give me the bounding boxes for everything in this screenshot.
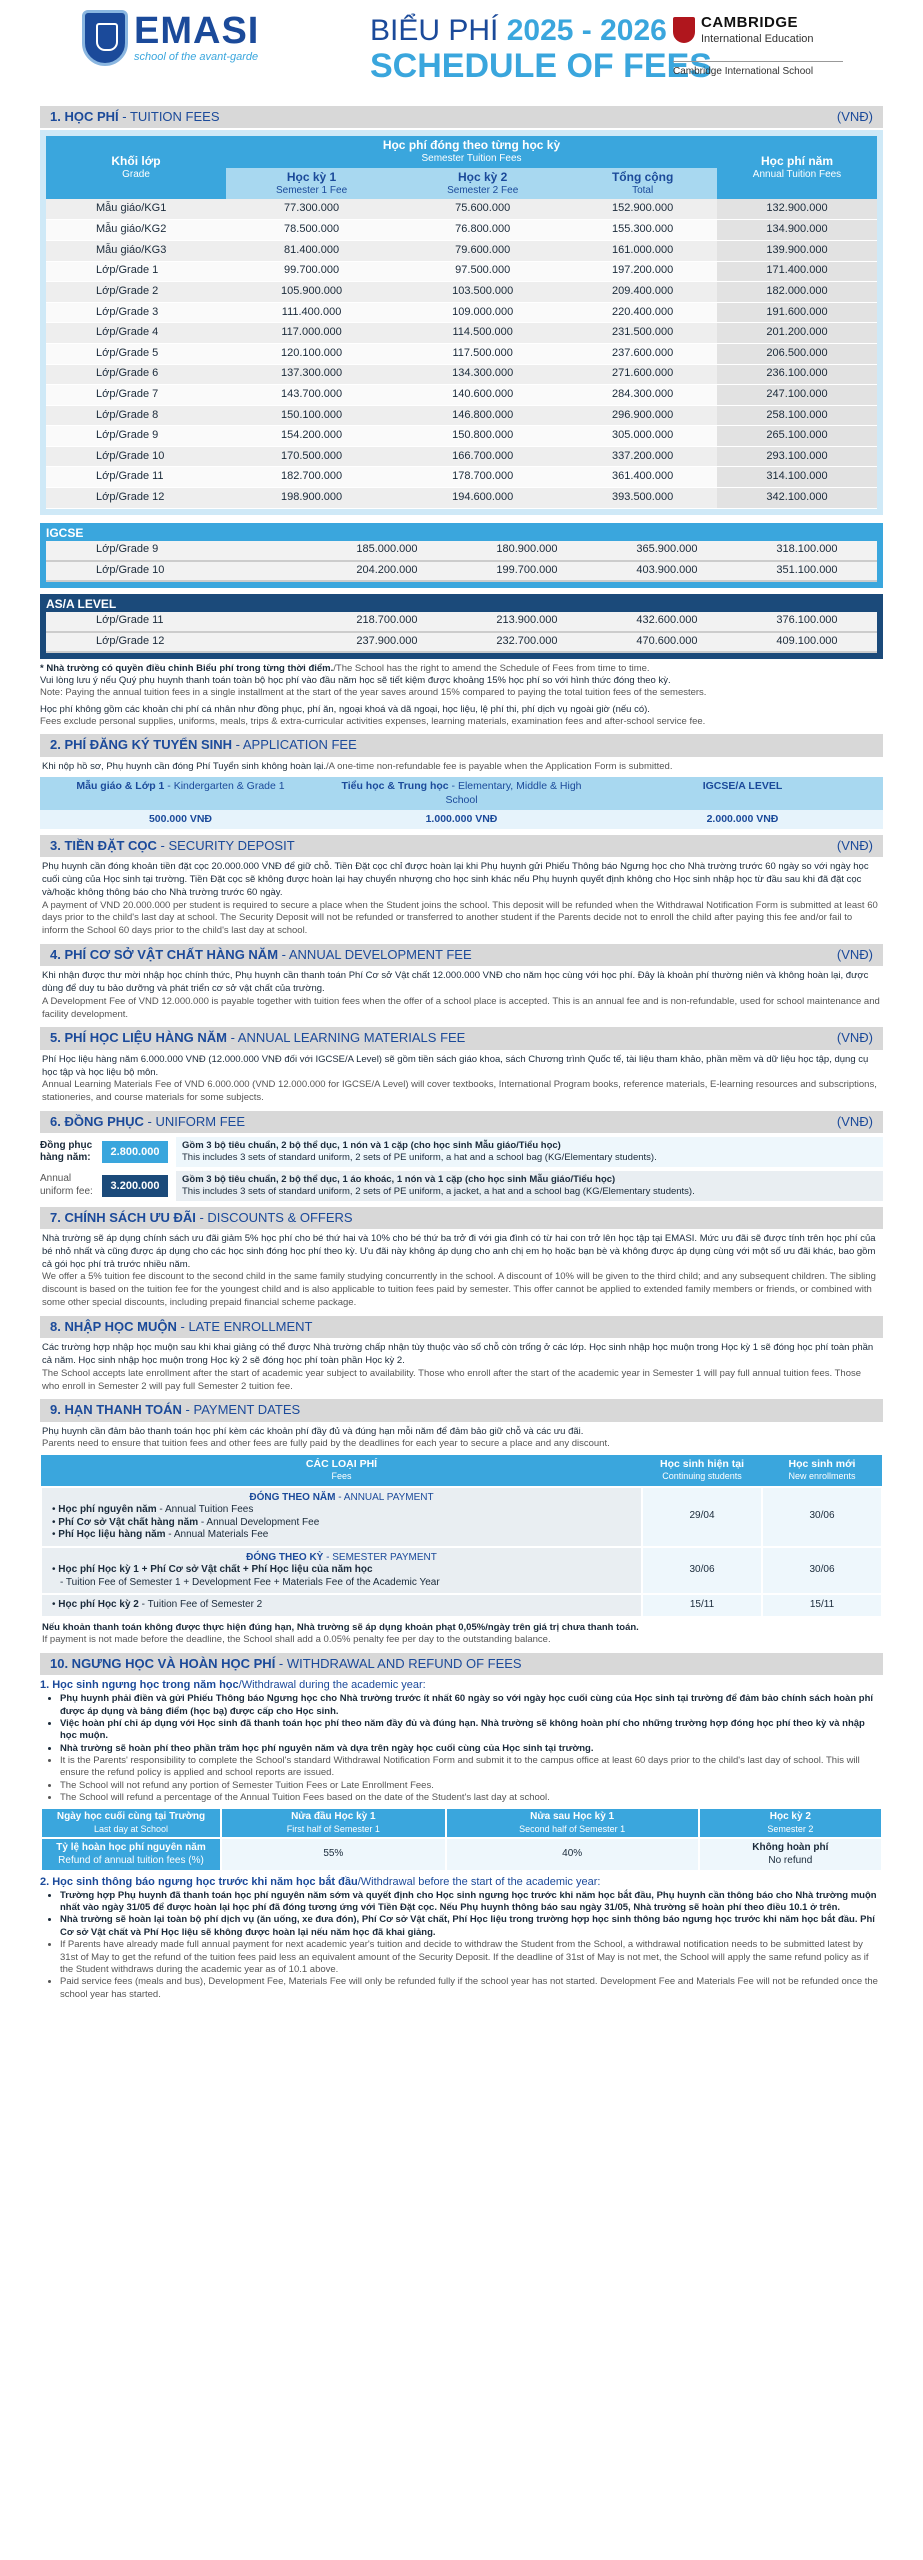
withdrawal-sub1: 1. Học sinh ngưng học trong năm học/Withdrawal during the academic year: (40, 1679, 426, 1692)
table-cell: 361.400.000 (568, 467, 717, 488)
table-cell: 103.500.000 (397, 282, 568, 303)
table-cell: 111.400.000 (226, 302, 397, 323)
title-en: SCHEDULE OF FEES (370, 47, 712, 85)
table-cell: 182.700.000 (226, 467, 397, 488)
table-cell: 296.900.000 (568, 405, 717, 426)
cambridge-logo (673, 14, 843, 78)
table-cell: Lớp/Grade 12 (46, 488, 226, 509)
section-application-header: 2. PHÍ ĐĂNG KÝ TUYỂN SINH - APPLICATION FEE (40, 734, 883, 756)
cambridge-school: Cambridge International School (673, 61, 843, 79)
list-item: • The School will refund a percentage of the Annual Tuition Fees based on the date of the Student's last day at school. (60, 1792, 883, 1804)
table-cell: Mẫu giáo/KG3 (46, 240, 226, 261)
discounts-text: Nhà trường sẽ áp dụng chính sách ưu đãi giảm 5% học phí cho bé thứ hai và 10% cho bé thứ ba trở đi với gia đình có từ hai con trở lên học tập tại EMASI. Mức ưu đãi sẽ được tính trên học phí của bé nhỏ nhất và cũng được áp dụng cho các học sinh đóng học phí theo kỳ. Ưu đãi này không áp dụng cho anh chị em họ hoặc bạn bè và không được áp dụng cùng với một số ưu đãi khác, bao gồm cả gói học phí trả trước nhiều năm. We offer a 5% tuition fee discount to the second child in the same family studying concurrently in the school. A discount of 10% will be given to the third child; and any subsequent children. The sibling discount is based on the tuition fee for the youngest child and is also applicable to tuition fees paid by semester. This offer cannot be applied to extended family members or friends, or combined with some other special discounts, including prepaid financial scheme package. (42, 1232, 876, 1308)
table-cell: 231.500.000 (568, 323, 717, 344)
table-cell: 81.400.000 (226, 240, 397, 261)
table-cell: 403.900.000 (597, 561, 737, 581)
table-cell: 134.300.000 (397, 364, 568, 385)
table-cell: 218.700.000 (317, 612, 457, 632)
table-cell: 137.300.000 (226, 364, 397, 385)
table-cell: 432.600.000 (597, 612, 737, 632)
section-deposit-header: 3. TIỀN ĐẶT CỌC - SECURITY DEPOSIT (VNĐ) (40, 835, 883, 857)
table-cell: 351.100.000 (737, 561, 877, 581)
table-row (46, 405, 877, 426)
table-cell: 232.700.000 (457, 632, 597, 652)
table-cell: 293.100.000 (717, 446, 877, 467)
igcse-label: IGCSE (46, 525, 84, 540)
igcse-box (40, 523, 883, 588)
table-row (46, 323, 877, 344)
table-cell: Lớp/Grade 6 (46, 364, 226, 385)
section-materials-header: 5. PHÍ HỌC LIỆU HÀNG NĂM - ANNUAL LEARNING MATERIALS FEE (VNĐ) (40, 1027, 883, 1049)
section-development-header: 4. PHÍ CƠ SỞ VẬT CHẤT HÀNG NĂM - ANNUAL DEVELOPMENT FEE (VNĐ) (40, 944, 883, 966)
table-cell: 105.900.000 (226, 282, 397, 303)
table-row (46, 561, 877, 581)
table-row (46, 364, 877, 385)
table-cell: 114.500.000 (397, 323, 568, 344)
section-number: 1. HỌC PHÍ (50, 109, 119, 124)
table-cell: 76.800.000 (397, 220, 568, 241)
title-years: 2025 - 2026 (506, 14, 667, 47)
table-cell: Mẫu giáo/KG2 (46, 220, 226, 241)
table-cell: Lớp/Grade 9 (46, 541, 317, 561)
table-cell: 180.900.000 (457, 541, 597, 561)
list-item: • Trường hợp Phụ huynh đã thanh toán học phí nguyên năm sớm và quyết định cho Học sinh ngưng học trước khi năm học bắt đầu, Phụ huynh cần thông báo cho Nhà trường muộn nhất vào ngày 31/05 để được hoàn lại học phí đã đóng tương ứng với Tiền Đặt cọc. Nếu Phụ huynh thông báo sau ngày 31/05, Nhà trường sẽ hoàn phí theo điều 10.1 ở trên. (60, 1890, 883, 1915)
list-item: • If Parents have already made full annual payment for next academic year's tuition and decide to withdraw the Student from the School, a withdrawal notification needs to be submitted latest by 31st of May to get the refund of the tuition fees paid less an equivalent amount of the Security Deposit. If the deadline of 31st of May is not met, the School will apply the same refund policy as if the Student withdraws during the academic year as of 10.1 above. (60, 1939, 883, 1976)
table-cell: 265.100.000 (717, 426, 877, 447)
table-cell: Lớp/Grade 2 (46, 282, 226, 303)
table-cell: 236.100.000 (717, 364, 877, 385)
header (40, 0, 883, 100)
col-annual: Học phí năm Annual Tuition Fees (717, 136, 877, 199)
list-item: • Phụ huynh phải điền và gửi Phiếu Thông báo Ngưng học cho Nhà trường trước ít nhất 60 ngày so với ngày học cuối cùng của Học sinh tại trường để đảm bảo chính sách hoàn phí được áp dụng và bảng điểm (học bạ) được cấp cho Học sinh. (60, 1693, 883, 1718)
table-cell: 117.500.000 (397, 343, 568, 364)
uniform-row-2: Annual uniform fee: 3.200.000 Gồm 3 bộ tiêu chuẩn, 2 bộ thể dục, 1 áo khoác, 1 nón và 1 cặp (cho học sinh Mẫu giáo/Tiểu học) This includes 3 sets of standard uniform, 2 sets of PE uniform, a jacket, a hat and a school bag (KG/Elementary students). (40, 1171, 883, 1201)
materials-text: Phí Học liệu hàng năm 6.000.000 VNĐ (12.000.000 VNĐ đối với IGCSE/A Level) sẽ gồm tiền sách giáo khoa, sách Chương trình Quốc tế, tài liệu tham khảo, phần mềm và dữ liệu học tập, dụng cụ học tập và học liệu bộ môn. Annual Learning Materials Fee of VND 6.000.000 (VND 12.000.000 for IGCSE/A Level) will cover textbooks, International Program books, reference materials, E-learning resources and subscriptions, stationeries, and course materials for some subjects. (42, 1053, 877, 1104)
table-cell: Lớp/Grade 11 (46, 612, 317, 632)
table-cell: 150.800.000 (397, 426, 568, 447)
uniform-row-1: Đồng phục hàng năm: 2.800.000 Gồm 3 bộ tiêu chuẩn, 2 bộ thể dục, 1 nón và 1 cặp (cho học sinh Mẫu giáo/Tiểu học) This includes 3 sets of standard uniform, 2 sets of PE uniform, a hat and a school bag (KG/Elementary students). (40, 1137, 883, 1167)
table-cell: 75.600.000 (397, 199, 568, 220)
list-item: • Nhà trường sẽ hoàn phí theo phần trăm học phí nguyên năm và dựa trên ngày học cuối cùng của Học sinh tại trường. (60, 1743, 883, 1755)
application-fee-values: 500.000 VNĐ 1.000.000 VNĐ 2.000.000 VNĐ (40, 810, 883, 829)
table-cell: 170.500.000 (226, 446, 397, 467)
section-discounts-header: 7. CHÍNH SÁCH ƯU ĐÃI - DISCOUNTS & OFFERS (40, 1207, 883, 1229)
table-cell: Lớp/Grade 10 (46, 446, 226, 467)
table-row (46, 632, 877, 652)
table-row (46, 612, 877, 632)
brand-name: EMASI (134, 10, 260, 53)
table-cell: 178.700.000 (397, 467, 568, 488)
table-cell: 161.000.000 (568, 240, 717, 261)
table-cell: Lớp/Grade 9 (46, 426, 226, 447)
table-cell: 166.700.000 (397, 446, 568, 467)
table-cell: Lớp/Grade 10 (46, 561, 317, 581)
list-item: • Paid service fees (meals and bus), Development Fee, Materials Fee will only be refunded fully if the school year has not started. Development Fee and Materials Fee will not be refunded once the school year has started. (60, 1976, 883, 2001)
table-row (46, 385, 877, 406)
alevel-box (40, 594, 883, 659)
table-cell: 206.500.000 (717, 343, 877, 364)
emasi-logo (82, 10, 259, 66)
tuition-table (46, 136, 877, 508)
section-late-header: 8. NHẬP HỌC MUỘN - LATE ENROLLMENT (40, 1316, 883, 1338)
list-item: • Nhà trường sẽ hoàn lại toàn bộ phí dịch vụ (ăn uống, xe đưa đón), Phí Cơ sở Vật chất, Phí Học liệu trong trường hợp học sinh thông báo ngưng học trước khi năm học bắt đầu. Phí Cơ sở Vật chất và Phí Học liệu sẽ không được hoàn lại nếu năm học đã khai giảng. (60, 1914, 883, 1939)
table-cell: 271.600.000 (568, 364, 717, 385)
table-cell: Lớp/Grade 4 (46, 323, 226, 344)
table-cell: 284.300.000 (568, 385, 717, 406)
table-cell: 120.100.000 (226, 343, 397, 364)
deposit-text: Phụ huynh cần đóng khoản tiền đặt cọc 20.000.000 VNĐ để giữ chỗ. Tiền Đặt cọc chỉ được hoàn lại khi Phụ huynh gửi Phiếu Thông báo Ngưng học cho Nhà trường trước 60 ngày so với ngày học cuối cùng của Học sinh tại trường. Tiền Đặt cọc sẽ không được hoàn lại hay chuyển nhượng cho học sinh khác nếu Phụ huynh quyết định không cho Học sinh nhập học từ đầu sau khi đã đặt cọc và/hoặc không thông báo cho Nhà trường trước 60 ngày. A payment of VND 20.000.000 per student is required to secure a place when the Student joins the school. This deposit will be refunded when the Withdrawal Notification Form is submitted at least 60 days prior to the child's last day at school. The Security Deposit will not be refunded or transferred to another student if the Parents decide not to enroll the child after paying this fee and/or fail to inform the School 60 days prior to the child's last day at school. (42, 861, 878, 937)
table-cell: 247.100.000 (717, 385, 877, 406)
table-cell: 99.700.000 (226, 261, 397, 282)
table-cell: 155.300.000 (568, 220, 717, 241)
table-cell: 237.900.000 (317, 632, 457, 652)
table-cell: 220.400.000 (568, 302, 717, 323)
table-cell: Lớp/Grade 3 (46, 302, 226, 323)
late-text: Các trường hợp nhập học muộn sau khi khai giảng có thể được Nhà trường chấp nhận tùy thuộc vào số chỗ còn trống ở các lớp. Học sinh nhập học muộn trong Học kỳ 1 sẽ đóng học phí toàn phần cả năm. Học sinh nhập học muộn trong Học kỳ 2 sẽ đóng học phí toàn phần Học kỳ 2. The School accepts late enrollment after the start of academic year subject to availability. Those who enroll after the start of the academic year in Semester 1 will pay full annual tuition fees. Those who enroll in Semester 2 will pay full Semester 2 tuition fee. (42, 1342, 874, 1392)
table-cell: 97.500.000 (397, 261, 568, 282)
table-cell: Lớp/Grade 1 (46, 261, 226, 282)
table-cell: 171.400.000 (717, 261, 877, 282)
table-cell: 78.500.000 (226, 220, 397, 241)
table-cell: 194.600.000 (397, 488, 568, 509)
table-cell: 365.900.000 (597, 541, 737, 561)
table-row (46, 343, 877, 364)
payment-table: CÁC LOẠI PHÍ Fees Học sinh hiện tại Continuing students Học sinh mới New enrollments ĐÓNG THEO NĂM - ANNUAL PAYMENT • Học phí nguyên năm - Annual Tuition Fees • Phí Cơ sở Vật chất hàng năm - Annual Development Fee • Phí Học liệu hàng năm - Annual Materials Fee 29/04 30/06 ĐÓNG THEO KỲ - SEMESTER PAYMENT • Học phí Học kỳ 1 + Phí Cơ sở Vật chất + Phí Học liệu của năm học - Tuition Fee of Semester 1 + Development Fee + Materials Fee of the Academic Year 30/06 30/06 • Học phí Học kỳ 2 - Tuition Fee of Semester 2 15/11 15/11 (40, 1455, 883, 1617)
table-cell: 201.200.000 (717, 323, 877, 344)
list-item: • The School will not refund any portion of Semester Tuition Fees or Late Enrollment Fees. (60, 1780, 883, 1792)
cambridge-name: CAMBRIDGE (701, 14, 798, 31)
table-row (46, 199, 877, 220)
table-cell: 146.800.000 (397, 405, 568, 426)
application-fee-headers: Mẫu giáo & Lớp 1 - Kindergarten & Grade 1 Tiểu học & Trung học - Elementary, Middle & High School IGCSE/A LEVEL (40, 777, 883, 809)
table-cell: 470.600.000 (597, 632, 737, 652)
development-text: Khi nhận được thư mời nhập học chính thức, Phụ huynh cần thanh toán Phí Cơ sở Vật chất 12.000.000 VNĐ cho năm học cùng với học phí. Đây là khoản phí thường niên và không hoàn lại, được dùng để duy tu bảo dưỡng và phát triển cơ sở vật chất của trường. A Development Fee of VND 12.000.000 is payable together with tuition fees when the offer of a school place is accepted. This is an annual fee and is non-refundable, used for school maintenance and facility development. (42, 970, 880, 1020)
section-uniform-header: 6. ĐỒNG PHỤC - UNIFORM FEE (VNĐ) (40, 1111, 883, 1133)
alevel-table (46, 612, 877, 653)
table-cell: Mẫu giáo/KG1 (46, 199, 226, 220)
col-semester-group: Học phí đóng theo từng học kỳ Semester Tuition Fees (226, 136, 717, 168)
tuition-notes: * Nhà trường có quyền điều chỉnh Biểu phí trong từng thời điểm./The School has the right to amend the Schedule of Fees from time to time. Vui lòng lưu ý nếu Quý phụ huynh thanh toán toàn bộ học phí vào đầu năm học sẽ tiết kiệm được khoảng 15% học phí so với hình thức đóng theo kỳ. Note: Paying the annual tuition fees in a single installment at the start of the year saves around 15% compared to paying the total tuition fees of the semesters. Học phí không gồm các khoản chi phí cá nhân như đồng phục, phí ăn, ngoại khoá và dã ngoại, học liệu, lệ phí thi, phí dịch vụ ngoài giờ (nếu có). Fees exclude personal supplies, uniforms, meals, trips & extra-curricular activities expenses, learning materials, examination fees and after-school service fee. (40, 662, 707, 728)
cambridge-crest-icon (673, 17, 695, 43)
payment-text: Phụ huynh cần đảm bảo thanh toán học phí kèm các khoản phí đầy đủ và đúng hạn mỗi năm để đảm bảo giữ chỗ và các ưu đãi. Parents need to ensure that tuition fees and other fees are fully paid by the deadlines for each year to secure a place and any discount. (42, 1425, 610, 1450)
table-cell: Lớp/Grade 7 (46, 385, 226, 406)
currency-label: (VNĐ) (836, 109, 873, 124)
table-row (46, 261, 877, 282)
table-cell: 154.200.000 (226, 426, 397, 447)
table-cell: 305.000.000 (568, 426, 717, 447)
table-row (46, 541, 877, 561)
table-cell: 132.900.000 (717, 199, 877, 220)
late-payment-note: Nếu khoản thanh toán không được thực hiện đúng hạn, Nhà trường sẽ áp dụng khoản phạt 0,05%/ngày trên giá trị chưa thanh toán. If payment is not made before the deadline, the School shall add a 0.05% penalty fee per day to the outstanding balance. (42, 1621, 639, 1646)
table-row (46, 240, 877, 261)
table-cell: Lớp/Grade 12 (46, 632, 317, 652)
alevel-label: AS/A LEVEL (46, 596, 117, 611)
refund-table: Ngày học cuối cùng tại Trường Last day at School Nửa đầu Học kỳ 1 First half of Semester 1 Nửa sau Học kỳ 1 Second half of Semester 1 Học kỳ 2 Semester 2 Tỷ lệ hoàn học phí nguyên năm Refund of annual tuition fees (%) 55% 40% Không hoàn phí No refund (40, 1807, 883, 1872)
table-cell: 77.300.000 (226, 199, 397, 220)
col-total: Tổng cộng Total (568, 168, 717, 200)
table-cell: 209.400.000 (568, 282, 717, 303)
application-text: Khi nộp hồ sơ, Phụ huynh cần đóng Phí Tuyển sinh không hoàn lại./A one-time non-refundable fee is payable when the Application Form is submitted. (42, 760, 673, 772)
table-cell: 182.000.000 (717, 282, 877, 303)
tuition-table-box (40, 130, 883, 514)
table-cell: 258.100.000 (717, 405, 877, 426)
table-row (46, 426, 877, 447)
table-cell: 139.900.000 (717, 240, 877, 261)
table-cell: 342.100.000 (717, 488, 877, 509)
col-sem1: Học kỳ 1 Semester 1 Fee (226, 168, 397, 200)
table-cell: 409.100.000 (737, 632, 877, 652)
table-cell: Lớp/Grade 8 (46, 405, 226, 426)
table-cell: 337.200.000 (568, 446, 717, 467)
table-cell: 152.900.000 (568, 199, 717, 220)
col-sem2: Học kỳ 2 Semester 2 Fee (397, 168, 568, 200)
table-cell: 197.200.000 (568, 261, 717, 282)
table-cell: 191.600.000 (717, 302, 877, 323)
table-row (46, 220, 877, 241)
table-cell: 213.900.000 (457, 612, 597, 632)
table-cell: Lớp/Grade 11 (46, 467, 226, 488)
table-row (46, 302, 877, 323)
brand-tagline: school of the avant-garde (134, 51, 259, 64)
withdrawal-list-1 (40, 1693, 883, 1804)
list-item: • It is the Parents' responsibility to complete the School's standard Withdrawal Notification Form and submit it to the campus office at least 60 days prior to the child's last day of school. This will ensure the refund policy is applied and school reports are issued. (60, 1755, 883, 1780)
table-cell: 393.500.000 (568, 488, 717, 509)
table-cell: Lớp/Grade 5 (46, 343, 226, 364)
title-vi: BIỂU PHÍ (370, 14, 499, 47)
section-payment-header: 9. HẠN THANH TOÁN - PAYMENT DATES (40, 1399, 883, 1421)
section-withdrawal-header: 10. NGƯNG HỌC VÀ HOÀN HỌC PHÍ - WITHDRAWAL AND REFUND OF FEES (40, 1653, 883, 1675)
withdrawal-sub2: 2. Học sinh thông báo ngưng học trước khi năm học bắt đầu/Withdrawal before the start of the academic year: (40, 1876, 601, 1889)
igcse-table (46, 541, 877, 582)
table-cell: 376.100.000 (737, 612, 877, 632)
withdrawal-list-2 (40, 1890, 883, 2001)
table-cell: 318.100.000 (737, 541, 877, 561)
table-cell: 237.600.000 (568, 343, 717, 364)
cambridge-sub: International Education (701, 32, 814, 45)
table-row (46, 282, 877, 303)
table-row (46, 467, 877, 488)
list-item: • Việc hoàn phí chỉ áp dụng với Học sinh đã thanh toán học phí theo năm đầy đủ và đúng hạn. Nhà trường sẽ không hoàn phí cho những trường hợp đóng học phí theo kỳ và nhập học muộn. (60, 1718, 883, 1743)
section-tuition-header (40, 106, 883, 128)
table-cell: 79.600.000 (397, 240, 568, 261)
table-cell: 185.000.000 (317, 541, 457, 561)
table-cell: 198.900.000 (226, 488, 397, 509)
col-grade: Khối lớp Grade (46, 136, 226, 199)
table-cell: 199.700.000 (457, 561, 597, 581)
table-cell: 109.000.000 (397, 302, 568, 323)
table-row (46, 488, 877, 509)
table-cell: 143.700.000 (226, 385, 397, 406)
emasi-shield-icon (82, 10, 128, 66)
section-en: - TUITION FEES (118, 109, 220, 124)
table-cell: 134.900.000 (717, 220, 877, 241)
table-cell: 314.100.000 (717, 467, 877, 488)
table-cell: 117.000.000 (226, 323, 397, 344)
table-cell: 150.100.000 (226, 405, 397, 426)
table-cell: 204.200.000 (317, 561, 457, 581)
table-row (46, 446, 877, 467)
table-cell: 140.600.000 (397, 385, 568, 406)
page-title (370, 14, 712, 84)
